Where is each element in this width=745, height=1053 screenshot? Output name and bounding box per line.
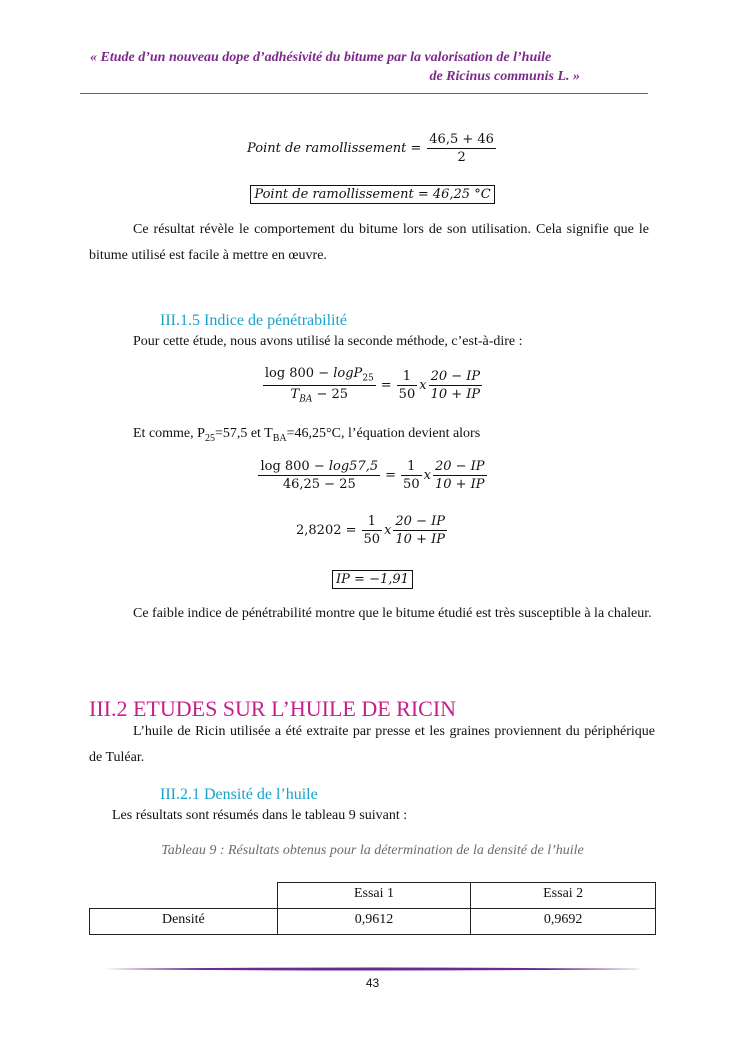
table-row (90, 909, 656, 935)
equation-ip-result (0, 570, 745, 589)
table-header-row (90, 883, 656, 909)
running-header-line-1: « Etude d’un nouveau dope d’adhésivité du bitume par la valorisation de l’huile (90, 50, 552, 65)
subscript: BA (272, 432, 287, 444)
fraction-denominator: 50 (398, 386, 416, 402)
table-cell: 0,9612 (277, 909, 471, 935)
running-header-line-2: de Ricinus communis L. » (429, 69, 580, 84)
multiply-x: x (423, 468, 431, 483)
text-prefix: Et comme, P (133, 426, 205, 441)
equals-sign: = (410, 141, 422, 156)
table-densite (89, 882, 656, 935)
fraction-numerator: 1 (397, 369, 418, 386)
boxed-result: Point de ramollissement = 46,25 °C (250, 185, 494, 204)
fraction-ratio (397, 369, 418, 402)
section-intro-III-2-1: Les résultats sont résumés dans le tableau 9 suivant : (112, 808, 408, 823)
fraction (427, 132, 496, 165)
fraction-numerator: 1 (362, 514, 383, 531)
subscript: BA (299, 394, 313, 405)
fraction-denominator (263, 386, 376, 405)
equation-ip-general (0, 366, 745, 404)
fraction-numerator (258, 459, 380, 476)
fraction-denominator: 50 (403, 477, 420, 492)
paragraph-faible-indice: Ce faible indice de pénétrabilité montre que le bitume étudié est très susceptible à la chaleur. (133, 606, 652, 621)
text-mid: =57,5 et T (214, 426, 273, 441)
fraction-ip (429, 369, 483, 402)
fraction-numerator: 20 − IP (434, 459, 485, 474)
equation-ip-simplified (0, 514, 745, 547)
multiply-x: x (384, 523, 392, 538)
equation-lhs: 2,8202 = (296, 523, 357, 538)
table-header-cell: Essai 2 (471, 883, 656, 909)
header-divider (80, 93, 648, 94)
fraction-numerator: 20 − IP (395, 514, 445, 529)
table-header-cell: Essai 1 (277, 883, 471, 909)
log-variable: logP (333, 366, 363, 381)
fraction-ratio (401, 459, 422, 492)
text-suffix: =46,25°C, l’équation devient alors (286, 426, 481, 441)
fraction-denominator: 10 + IP (430, 386, 481, 402)
equation-ramollissement-result (0, 185, 745, 204)
equation-lhs: Point de ramollissement (247, 141, 407, 156)
section-heading-III-2: III.2 ETUDES SUR L’HUILE DE RICIN (89, 696, 457, 721)
temp-variable: T (290, 386, 300, 402)
fraction-numerator: 20 − IP (430, 368, 481, 384)
section-heading-III-1-5: III.1.5 Indice de pénétrabilité (160, 312, 348, 329)
log-variable: log57,5 (328, 459, 379, 474)
table-cell: 0,9692 (471, 909, 656, 935)
running-header (80, 48, 650, 86)
section-intro-III-1-5: Pour cette étude, nous avons utilisé la seconde méthode, c’est-à-dire : (133, 334, 523, 349)
paragraph-et-comme (133, 421, 480, 452)
subscript: 25 (204, 432, 215, 444)
table-cell: Densité (90, 909, 278, 935)
page-number: 43 (365, 976, 380, 990)
fraction-lhs (263, 366, 376, 404)
footer-divider (104, 967, 642, 971)
paragraph-huile-ricin: L’huile de Ricin utilisée a été extraite par presse et les graines proviennent du périphérique de Tuléar. (89, 724, 655, 765)
equals-sign: = (385, 468, 397, 483)
fraction-lhs (258, 459, 380, 492)
fraction-ratio (362, 514, 383, 547)
section-heading-III-2-1: III.2.1 Densité de l’huile (160, 786, 318, 803)
table-caption: Tableau 9 : Résultats obtenus pour la détermination de la densité de l’huile (161, 843, 584, 858)
table-header-cell-empty (90, 883, 278, 909)
fraction-denominator: 10 + IP (434, 477, 485, 492)
fraction-ip (433, 459, 487, 492)
equation-ip-values (0, 459, 745, 492)
multiply-x: x (419, 377, 427, 393)
log-term: log 800 − (264, 366, 334, 381)
fraction-numerator: 1 (401, 459, 422, 476)
subscript: 25 (362, 373, 374, 384)
fraction-ip (393, 514, 447, 547)
equals-sign: = (380, 377, 392, 393)
fraction-denominator: 50 (363, 532, 381, 547)
fraction-denominator: 46,25 − 25 (282, 477, 356, 492)
log-term: log 800 − (260, 459, 329, 474)
fraction-denominator: 10 + IP (395, 532, 445, 547)
denominator-rest: − 25 (312, 386, 349, 402)
paragraph-resultat: Ce résultat révèle le comportement du bitume lors de son utilisation. Cela signifie que le bitume utilisé est facile à mettre en œuvre. (89, 222, 649, 263)
equation-ramollissement (0, 132, 745, 165)
fraction-numerator (263, 366, 376, 386)
boxed-result: IP = −1,91 (332, 570, 413, 589)
fraction-denominator: 2 (457, 150, 466, 165)
fraction-numerator: 46,5 + 46 (429, 132, 494, 147)
